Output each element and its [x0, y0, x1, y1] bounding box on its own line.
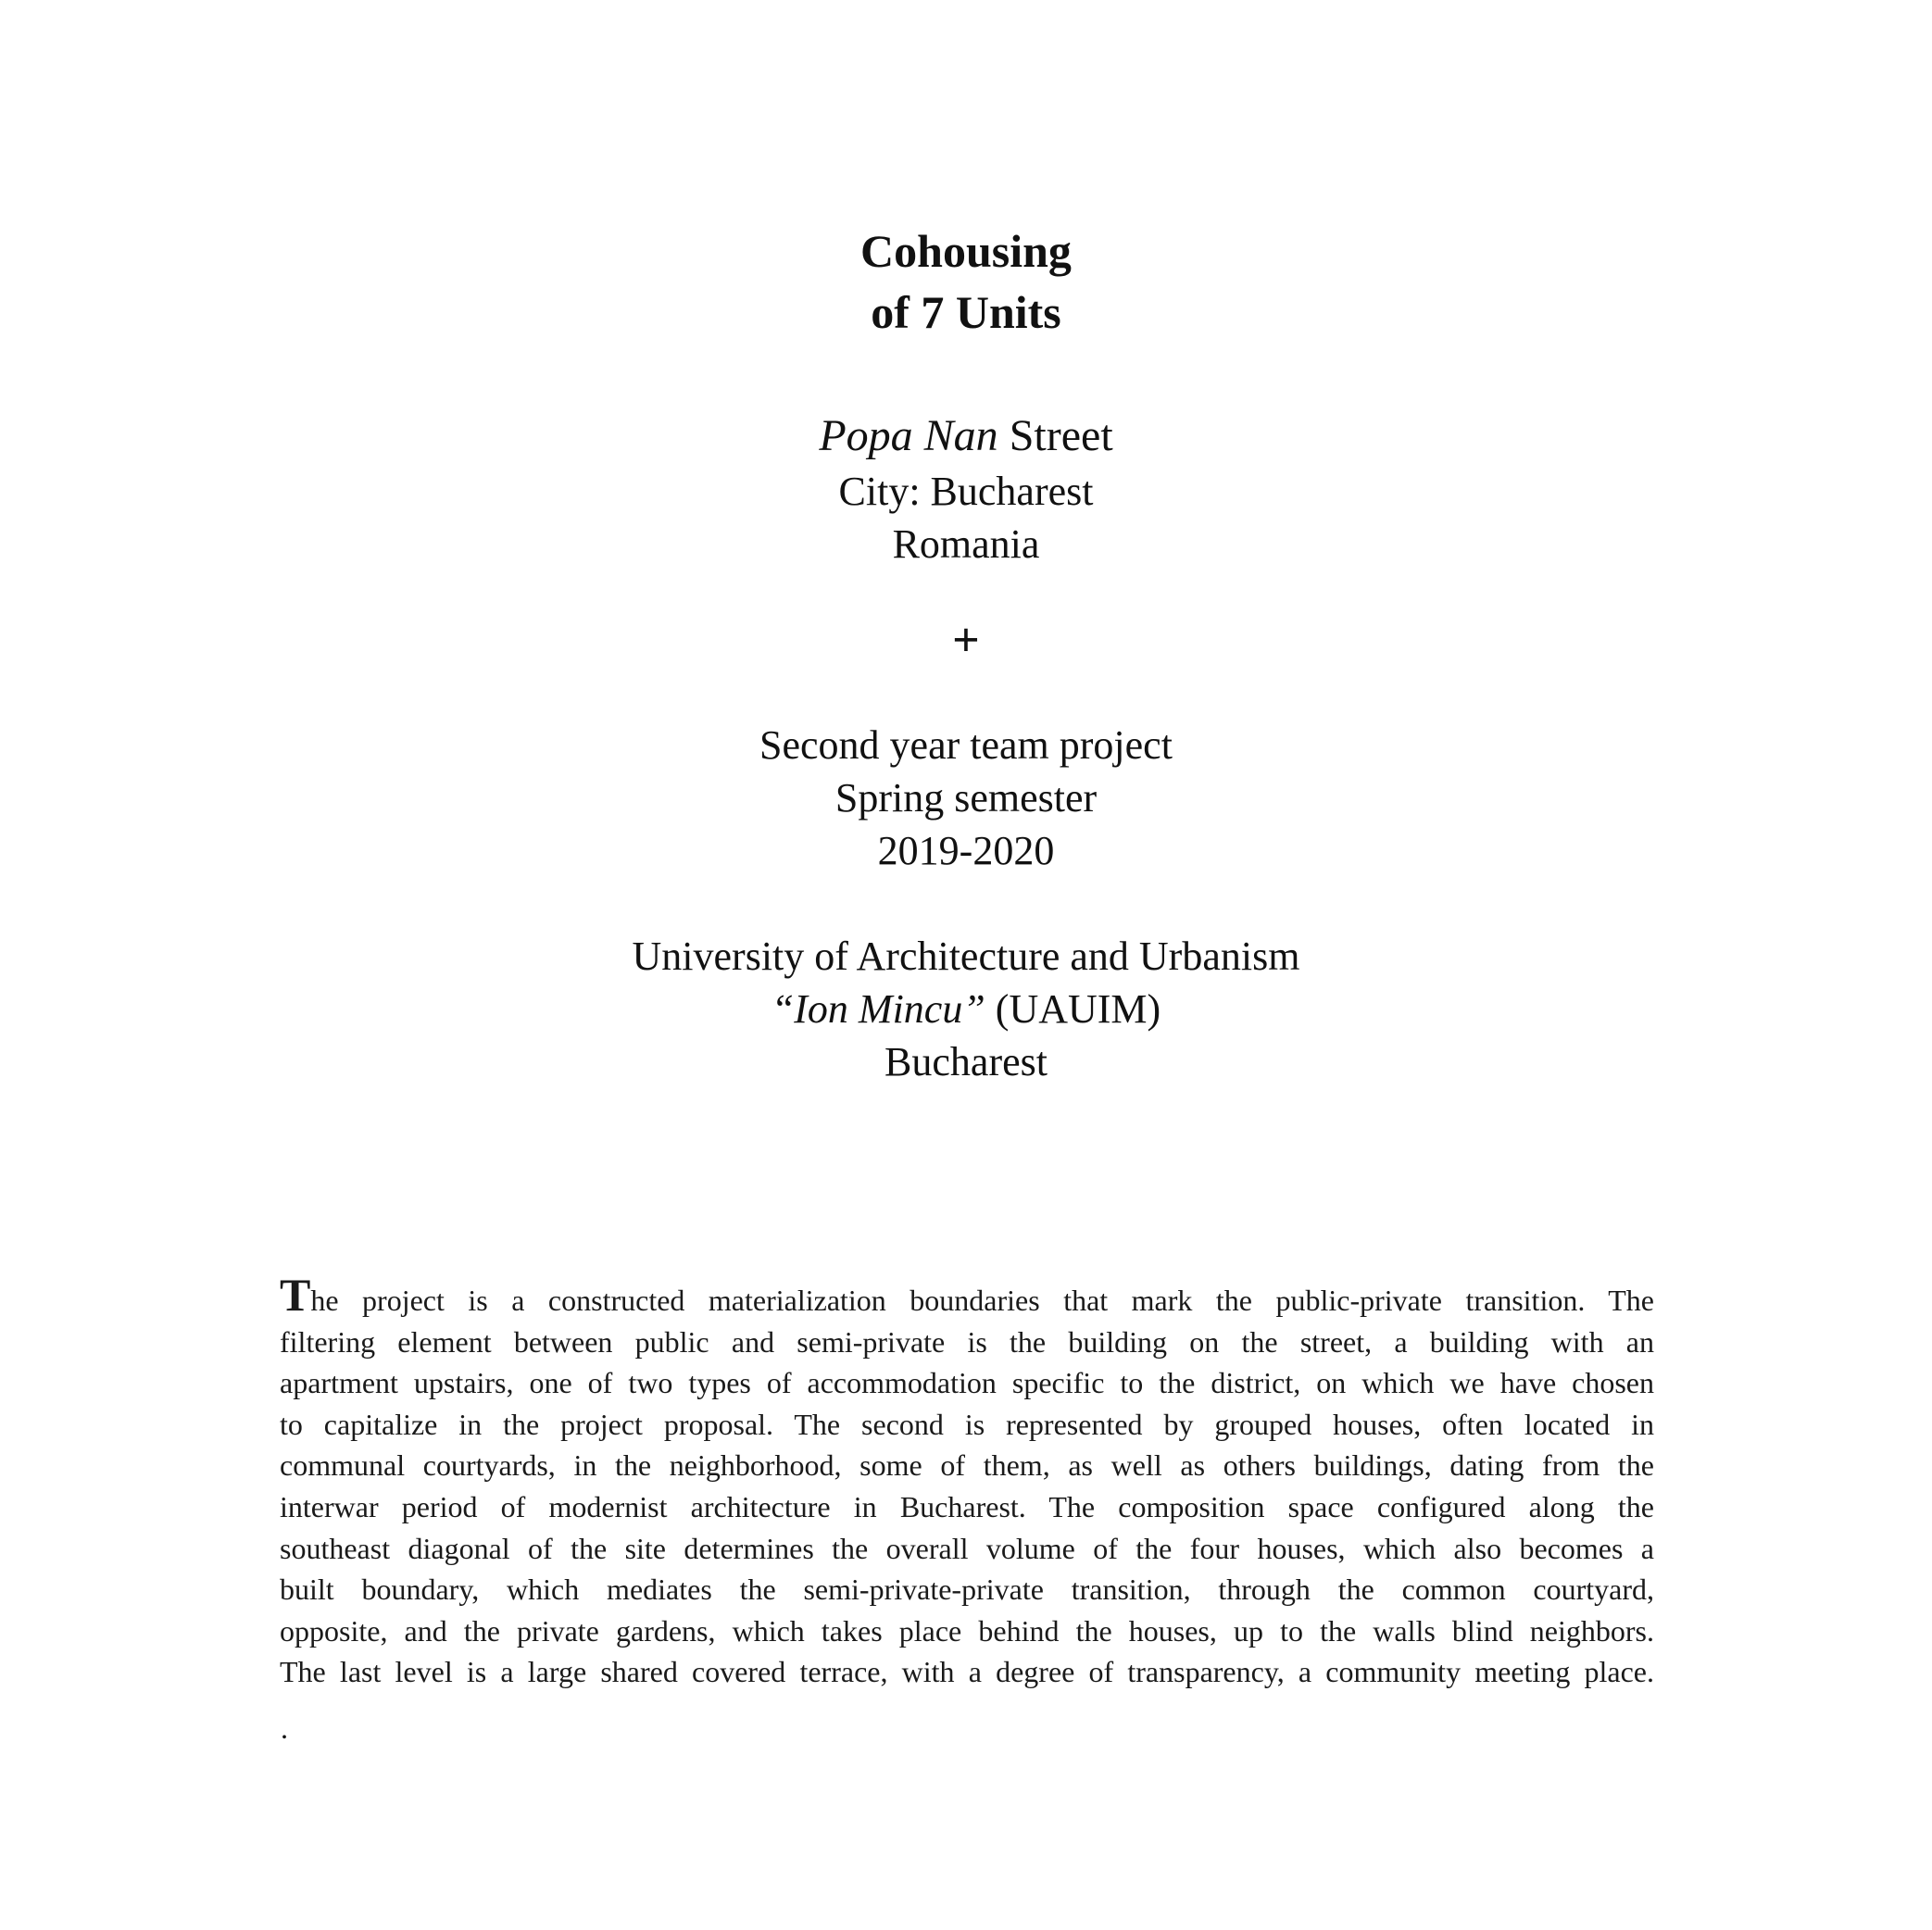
university-line-1: University of Architecture and Urbanism — [632, 934, 1300, 979]
city-line: City: Bucharest — [838, 469, 1094, 514]
course-line-3: 2019-2020 — [877, 828, 1055, 873]
description-line-7: southeast diagonal of the site determines the overall volume of the four houses, which also becomes a — [280, 1531, 1654, 1565]
description-line-6: interwar period of modernist architecture in Bucharest. The composition space configured along the — [280, 1489, 1654, 1523]
description-line-1 — [280, 1269, 1654, 1322]
title-line-2: of 7 Units — [871, 286, 1061, 338]
country-line: Romania — [892, 521, 1040, 567]
course-line-1: Second year team project — [759, 722, 1173, 768]
university-line-2 — [0, 983, 1932, 1035]
university-name: “Ion Mincu” — [771, 986, 985, 1032]
title-block — [0, 220, 1932, 343]
project-description — [280, 1269, 1654, 1693]
description-line-5: communal courtyards, in the neighborhood, some of them, as well as others buildings, dating from the — [280, 1448, 1654, 1483]
university-block — [0, 930, 1932, 1088]
plus-separator: + — [952, 614, 980, 667]
course-block — [0, 719, 1932, 877]
description-line-8: built boundary, which mediates the semi-private-private transition, through the common courtyard, — [280, 1573, 1654, 1607]
description-line-2: filtering element between public and semi-private is the building on the street, a building with an — [280, 1324, 1654, 1359]
street-line — [0, 407, 1932, 465]
address-block — [0, 407, 1932, 570]
title-line-1: Cohousing — [860, 225, 1072, 277]
university-name-suffix: (UAUIM) — [985, 986, 1161, 1032]
university-city: Bucharest — [884, 1039, 1048, 1084]
drop-cap: T — [280, 1269, 311, 1321]
course-line-2: Spring semester — [834, 775, 1098, 821]
description-line-3: apartment upstairs, one of two types of accommodation specific to the district, on which we have chosen — [280, 1366, 1654, 1400]
trailing-dot: . — [281, 1711, 288, 1745]
description-line-10: The last level is a large shared covered terrace, with a degree of transparency, a community meeting place. — [280, 1655, 1654, 1689]
description-line-4: to capitalize in the project proposal. The second is represented by grouped houses, often located in — [280, 1407, 1654, 1441]
street-name: Popa Nan — [819, 411, 998, 460]
street-suffix: Street — [997, 411, 1113, 460]
description-text-1: he project is a constructed materialization boundaries that mark the public-private transition. The — [310, 1284, 1654, 1317]
description-line-9: opposite, and the private gardens, which takes place behind the houses, up to the walls blind neighbors. — [280, 1613, 1654, 1648]
